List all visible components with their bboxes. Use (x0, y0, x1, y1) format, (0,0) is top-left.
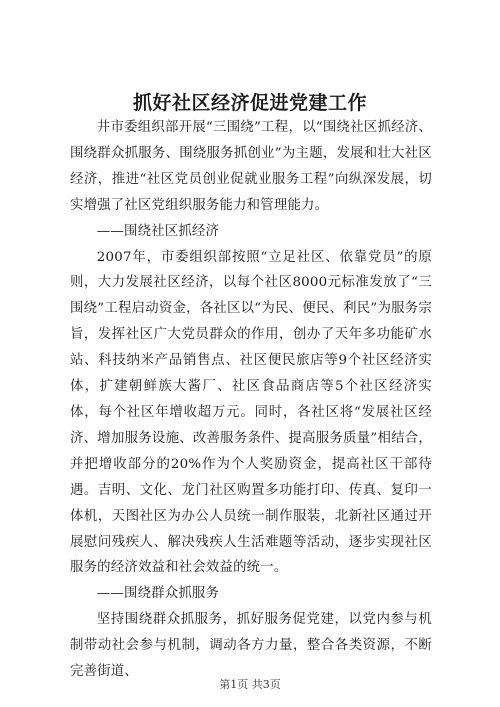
paragraph-service: 坚持围绕群众抓服务，抓好服务促党建，以党内参与机制带动社会参与机制，调动各方力量，整合各类资源，不断完善街道、 (70, 612, 432, 680)
document-body (70, 115, 432, 685)
paragraph-intro: 井市委组织部开展“三围绕”工程，以“围绕社区抓经济、围绕群众抓服务、围绕服务抓创业”为主题，发展和壮大社区经济，推进“社区党员创业促就业服务工程”向纵深发展，切实增强了社区党组织服务能力和管理能力。 (70, 120, 432, 213)
section-heading-service: ——围绕群众抓服务 (96, 586, 220, 602)
section-heading-economy: ——围绕社区抓经济 (96, 223, 220, 239)
paragraph-economy: 2007年，市委组织部按照“立足社区、依靠党员”的原则，大力发展社区经济，以每个社区8000元标准发放了“三围绕”工程启动资金，各社区以“为民、便民、利民”为服务宗旨，发挥社区广大党员群众的作用，创办了天年多功能矿水站、科技纳米产品销售点、社区便民旅店等9个社区经济实体，扩建朝鲜族大酱厂、社区食品商店等5个社区经济实体，每个社区年增收超万元。同时，各社区将“发展社区经济、增加服务设施、改善服务条件、提高服务质量”相结合，并把增收部分的20%作为个人奖励资金，提高社区干部待遇。吉明、文化、龙门社区购置多功能打印、传真、复印一体机，天图社区为办公人员统一制作服装，北新社区通过开展慰问残疾人、解决残疾人生活难题等活动，逐步实现社区服务的经济效益和社会效益的统一。 (70, 249, 432, 576)
page-footer: 第1页 共3页 (219, 678, 281, 691)
document-title: 抓好社区经济促进党建工作 (132, 92, 367, 114)
